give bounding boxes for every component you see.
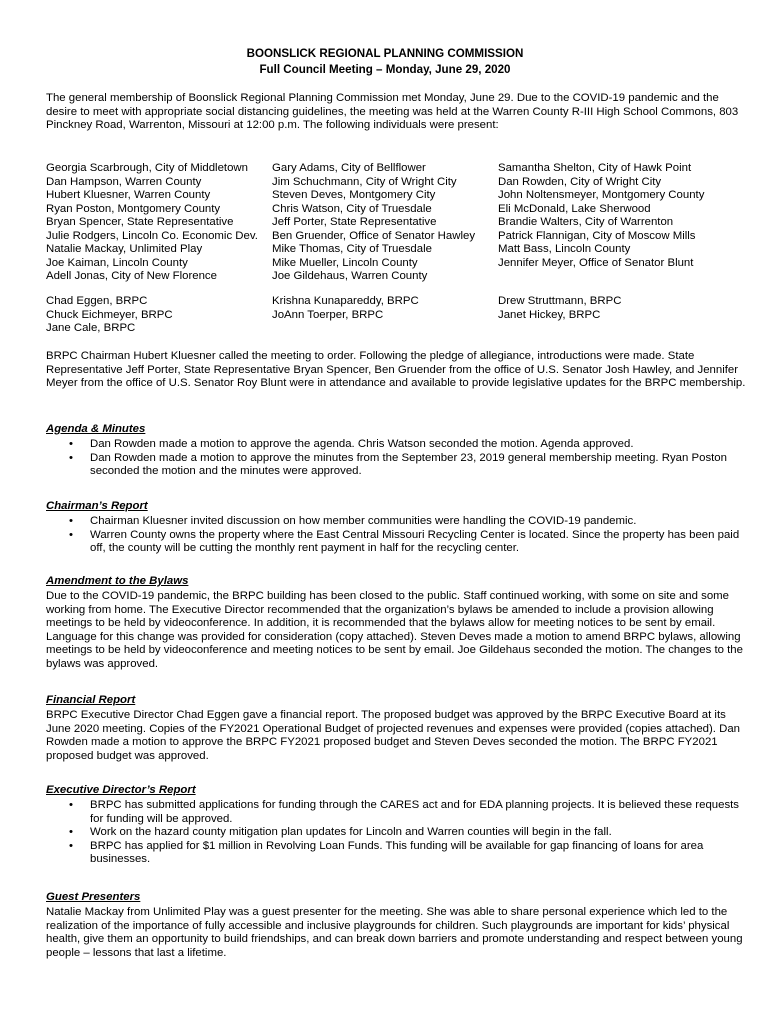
- staff-member: Chuck Eichmeyer, BRPC: [46, 308, 173, 321]
- attendee: Joe Kaiman, Lincoln County: [46, 256, 188, 269]
- opening-paragraph: BRPC Chairman Hubert Kluesner called the meeting to order. Following the pledge of allegiance, introductions were made. State Representative Jeff Porter, State Representative Bryan Spencer, Ben Gruender from the office of U.S. Senator Josh Hawley, and Jennifer Meyer from the office of U.S. Senator Roy Blunt were in attendance and available to provide legislative updates for the BRPC membership.: [46, 350, 746, 389]
- financial-paragraph: BRPC Executive Director Chad Eggen gave a financial report. The proposed budget was approved by the BRPC Executive Board at its June 2020 meeting. Copies of the FY2021 Operational Budget of projected revenues and expenses were provided (copies attached). Dan Rowden made a motion to approve the BRPC FY2021 proposed budget and Steven Deves seconded the motion. The BRPC FY2021 proposed budget was approved.: [46, 709, 741, 762]
- attendee: Julie Rodgers, Lincoln Co. Economic Dev.: [46, 229, 258, 242]
- director-list: [46, 799, 746, 867]
- list-item: • Dan Rowden made a motion to approve the agenda. Chris Watson seconded the motion. Agenda approved.: [69, 438, 634, 450]
- attendee: Brandie Walters, City of Warrenton: [498, 216, 674, 228]
- bylaws-heading: Amendment to the Bylaws: [46, 575, 189, 587]
- bullet-icon: •: [69, 451, 73, 464]
- attendees-column-3: [498, 162, 704, 270]
- attendee: Gary Adams, City of Bellflower: [272, 162, 426, 174]
- attendee: Bryan Spencer, State Representative: [46, 216, 234, 228]
- attendees-column-1: [46, 162, 258, 284]
- attendee: Georgia Scarbrough, City of Middletown: [46, 162, 248, 174]
- bullet-icon: •: [69, 528, 73, 541]
- attendee: Eli McDonald, Lake Sherwood: [498, 202, 651, 215]
- list-item: • BRPC has submitted applications for funding through the CARES act and for EDA planning projects. It is believed these requests for funding will be approved.: [69, 799, 739, 825]
- staff-member: JoAnn Toerper, BRPC: [272, 308, 384, 321]
- attendee: Mike Mueller, Lincoln County: [272, 256, 418, 269]
- attendee: Ryan Poston, Montgomery County: [46, 202, 221, 215]
- bullet-icon: •: [69, 438, 73, 450]
- intro-paragraph: The general membership of Boonslick Regional Planning Commission met Monday, June 29. Due to the COVID-19 pandemic and the desire to meet with appropriate social distancing guidelines, the meeting was held at the Warren County R-III High School Commons, 803 Pinckney Road, Warrenton, Missouri at 12:00 p.m. The following individuals were present:: [46, 92, 739, 131]
- document-title: BOONSLICK REGIONAL PLANNING COMMISSION: [246, 47, 524, 60]
- attendee: Adell Jonas, City of New Florence: [46, 270, 217, 282]
- attendee: Jeff Porter, State Representative: [272, 216, 437, 228]
- list-item: • Chairman Kluesner invited discussion on how member communities were handling the COVID-19 pandemic.: [69, 515, 637, 527]
- attendees-column-2: [272, 162, 475, 284]
- director-heading: Executive Director’s Report: [46, 784, 196, 796]
- attendee: John Noltensmeyer, Montgomery County: [498, 189, 705, 201]
- guests-heading: Guest Presenters: [46, 891, 141, 903]
- attendee: Chris Watson, City of Truesdale: [272, 202, 432, 215]
- staff-column-3: [498, 295, 621, 322]
- document-subtitle: Full Council Meeting – Monday, June 29, 2020: [259, 63, 511, 76]
- attendee: Hubert Kluesner, Warren County: [46, 189, 211, 201]
- attendee: Patrick Flannigan, City of Moscow Mills: [498, 229, 696, 242]
- list-item: • BRPC has applied for $1 million in Revolving Loan Funds. This funding will be available for gap financing of loans for area businesses.: [69, 839, 704, 865]
- bylaws-paragraph: Due to the COVID-19 pandemic, the BRPC building has been closed to the public. Staff continued working, with some on site and some working from home. The Executive Director recommended that the organization’s bylaws be amended to include a provision allowing meetings to be held by videoconference. In addition, it is recommended that the bylaws allow for meeting notices to be sent by email. Language for this change was provided for consideration (copy attached). Steven Deves made a motion to amend BRPC bylaws, allowing meetings to be held by videoconference and meeting notices to be sent by email. Joe Gildehaus seconded the motion. The changes to the bylaws was approved.: [46, 590, 743, 670]
- attendee: Ben Gruender, Office of Senator Hawley: [272, 229, 476, 242]
- attendee: Jennifer Meyer, Office of Senator Blunt: [498, 256, 694, 269]
- chairman-list: [46, 515, 746, 556]
- staff-member: Krishna Kunapareddy, BRPC: [272, 295, 419, 307]
- agenda-list: [46, 438, 746, 479]
- attendee: Joe Gildehaus, Warren County: [272, 270, 428, 282]
- staff-member: Jane Cale, BRPC: [46, 322, 136, 334]
- attendee: Samantha Shelton, City of Hawk Point: [498, 162, 692, 174]
- list-item: • Dan Rowden made a motion to approve the minutes from the September 23, 2019 general membership meeting. Ryan Poston seconded the motion and the minutes were approved.: [69, 451, 727, 477]
- attendee: Dan Hampson, Warren County: [46, 175, 202, 188]
- staff-member: Janet Hickey, BRPC: [498, 308, 601, 321]
- attendee: Dan Rowden, City of Wright City: [498, 175, 662, 188]
- list-item: • Work on the hazard county mitigation plan updates for Lincoln and Warren counties will begin in the fall.: [69, 826, 612, 838]
- guests-paragraph: Natalie Mackay from Unlimited Play was a guest presenter for the meeting. She was able to share personal experience which led to the realization of the importance of fully accessible and inclusive playgrounds for children. Such playgrounds are important for kids’ physical health, give them an opportunity to build friendships, and can break down barriers and promote understanding and respect between young people – lessons that last a lifetime.: [46, 906, 743, 959]
- bullet-icon: •: [69, 826, 73, 838]
- agenda-heading: Agenda & Minutes: [46, 423, 146, 435]
- bullet-icon: •: [69, 799, 73, 811]
- attendee: Natalie Mackay, Unlimited Play: [46, 243, 203, 255]
- attendee: Mike Thomas, City of Truesdale: [272, 243, 432, 255]
- list-item: • Warren County owns the property where the East Central Missouri Recycling Center is located. Since the property has been paid off, the county will be cutting the monthly rent payment in half for the recycling center.: [69, 528, 740, 554]
- attendee: Jim Schuchmann, City of Wright City: [272, 175, 457, 188]
- bullet-icon: •: [69, 839, 73, 852]
- staff-column-2: [272, 295, 419, 322]
- staff-member: Chad Eggen, BRPC: [46, 295, 148, 307]
- attendee: Matt Bass, Lincoln County: [498, 243, 631, 255]
- attendee: Steven Deves, Montgomery City: [272, 189, 436, 201]
- staff-column-1: [46, 295, 173, 336]
- bullet-icon: •: [69, 515, 73, 527]
- chairman-heading: Chairman’s Report: [46, 500, 148, 512]
- staff-member: Drew Struttmann, BRPC: [498, 295, 622, 307]
- financial-heading: Financial Report: [46, 694, 136, 706]
